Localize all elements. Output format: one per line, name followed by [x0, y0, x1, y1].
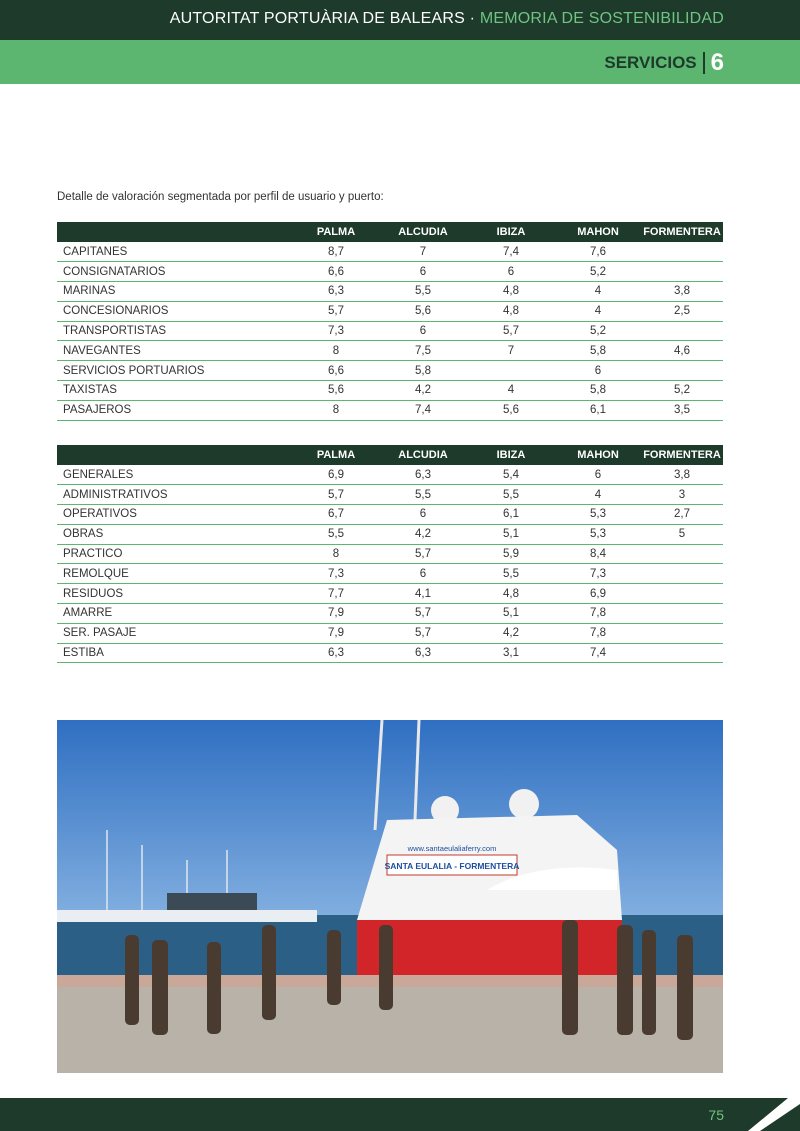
- rating-cell: 3,5: [641, 400, 723, 420]
- rating-cell: 5,5: [293, 524, 379, 544]
- table-row: [57, 524, 723, 544]
- rating-cell: 4: [555, 282, 641, 302]
- rating-cell: 6,3: [293, 643, 379, 663]
- title-separator: ·: [465, 10, 480, 27]
- rating-cell: 8: [293, 544, 379, 564]
- rating-cell: 2,7: [641, 505, 723, 525]
- rating-cell: 5,5: [379, 282, 467, 302]
- row-label: OPERATIVOS: [57, 505, 293, 525]
- document-name: MEMORIA DE SOSTENIBILIDAD: [479, 10, 724, 27]
- section-number: 6: [710, 49, 724, 76]
- header-cell-port: IBIZA: [467, 445, 555, 465]
- header-cell-port: FORMENTERA: [641, 445, 723, 465]
- rating-cell: 5,9: [467, 544, 555, 564]
- rating-cell: 7: [379, 242, 467, 262]
- row-label: SERVICIOS PORTUARIOS: [57, 361, 293, 381]
- rating-cell: 5,8: [555, 341, 641, 361]
- rating-cell: 4: [555, 301, 641, 321]
- section-header-bar: [0, 40, 800, 84]
- table-row: [57, 381, 723, 401]
- row-label: PRACTICO: [57, 544, 293, 564]
- rating-cell: 6: [379, 564, 467, 584]
- header-cell-label: [57, 222, 293, 242]
- table-row: [57, 465, 723, 485]
- page-number: 75: [708, 1107, 724, 1123]
- rating-cell: 5,2: [555, 321, 641, 341]
- row-label: NAVEGANTES: [57, 341, 293, 361]
- row-label: RESIDUOS: [57, 584, 293, 604]
- rating-cell: [641, 564, 723, 584]
- rating-cell: 8: [293, 400, 379, 420]
- rating-cell: 5,7: [293, 301, 379, 321]
- rating-cell: 7,7: [293, 584, 379, 604]
- top-header-bar: [0, 0, 800, 40]
- rating-cell: 6: [379, 505, 467, 525]
- rating-cell: 8,4: [555, 544, 641, 564]
- rating-cell: 6,3: [379, 465, 467, 485]
- row-label: CONCESIONARIOS: [57, 301, 293, 321]
- table-row: [57, 485, 723, 505]
- rating-cell: 6,1: [555, 400, 641, 420]
- rating-cell: [641, 361, 723, 381]
- rating-cell: 4,1: [379, 584, 467, 604]
- rating-cell: 7,9: [293, 604, 379, 624]
- section-heading: [604, 50, 724, 76]
- table-row: [57, 242, 723, 262]
- rating-cell: 4,2: [467, 623, 555, 643]
- ferry-banner-text: SANTA EULALIA - FORMENTERA: [384, 861, 520, 871]
- rating-cell: 3,8: [641, 465, 723, 485]
- rating-cell: 5,6: [467, 400, 555, 420]
- table-row: [57, 400, 723, 420]
- rating-cell: 5,8: [379, 361, 467, 381]
- rating-cell: [467, 361, 555, 381]
- rating-cell: 7,4: [467, 242, 555, 262]
- rating-cell: 7,4: [379, 400, 467, 420]
- row-label: TRANSPORTISTAS: [57, 321, 293, 341]
- rating-cell: 8,7: [293, 242, 379, 262]
- rating-table-service: [57, 445, 723, 663]
- rating-cell: 5,5: [467, 564, 555, 584]
- header-cell-port: PALMA: [293, 222, 379, 242]
- header-cell-port: PALMA: [293, 445, 379, 465]
- rating-cell: 5,1: [467, 524, 555, 544]
- rating-cell: 7,3: [555, 564, 641, 584]
- table-row: [57, 584, 723, 604]
- row-label: CAPITANES: [57, 242, 293, 262]
- row-label: MARINAS: [57, 282, 293, 302]
- row-label: OBRAS: [57, 524, 293, 544]
- ferry-url-text: www.santaeulaliaferry.com: [407, 844, 497, 853]
- rating-cell: 6,6: [293, 361, 379, 381]
- header-cell-port: IBIZA: [467, 222, 555, 242]
- header-cell-port: MAHON: [555, 222, 641, 242]
- rating-cell: [641, 604, 723, 624]
- rating-cell: 8: [293, 341, 379, 361]
- rating-cell: 6: [379, 321, 467, 341]
- rating-cell: [641, 544, 723, 564]
- header-cell-label: [57, 445, 293, 465]
- section-divider: [703, 52, 705, 74]
- rating-cell: 6: [467, 262, 555, 282]
- rating-table-user-profile: [57, 222, 723, 421]
- rating-cell: 4: [467, 381, 555, 401]
- table-row: [57, 321, 723, 341]
- rating-cell: 5,3: [555, 524, 641, 544]
- rating-cell: 5,4: [467, 465, 555, 485]
- row-label: PASAJEROS: [57, 400, 293, 420]
- publication-title: [170, 10, 724, 28]
- row-label: GENERALES: [57, 465, 293, 485]
- rating-cell: 6,9: [555, 584, 641, 604]
- rating-cell: 5,7: [379, 544, 467, 564]
- rating-cell: [641, 321, 723, 341]
- table-row: [57, 643, 723, 663]
- header-cell-port: ALCUDIA: [379, 222, 467, 242]
- rating-cell: 5,1: [467, 604, 555, 624]
- rating-cell: 7,9: [293, 623, 379, 643]
- table-header-row: [57, 445, 723, 465]
- rating-cell: 4,2: [379, 524, 467, 544]
- rating-cell: 5,2: [641, 381, 723, 401]
- rating-cell: 6: [555, 465, 641, 485]
- rating-cell: 4,8: [467, 301, 555, 321]
- rating-cell: 6,7: [293, 505, 379, 525]
- rating-cell: 5,8: [555, 381, 641, 401]
- rating-cell: 4,8: [467, 282, 555, 302]
- rating-cell: 7,8: [555, 604, 641, 624]
- row-label: ESTIBA: [57, 643, 293, 663]
- rating-cell: 6,6: [293, 262, 379, 282]
- rating-cell: 7,6: [555, 242, 641, 262]
- rating-cell: 5,7: [379, 604, 467, 624]
- rating-cell: 3,1: [467, 643, 555, 663]
- rating-cell: [641, 262, 723, 282]
- rating-cell: 4,6: [641, 341, 723, 361]
- rating-cell: 4,2: [379, 381, 467, 401]
- row-label: AMARRE: [57, 604, 293, 624]
- rating-cell: 6: [555, 361, 641, 381]
- rating-cell: 5,2: [555, 262, 641, 282]
- table-row: [57, 623, 723, 643]
- intro-text: Detalle de valoración segmentada por perfil de usuario y puerto:: [57, 191, 384, 203]
- rating-cell: 6,3: [293, 282, 379, 302]
- section-label: SERVICIOS: [604, 53, 697, 72]
- rating-cell: [641, 242, 723, 262]
- table-row: [57, 301, 723, 321]
- header-cell-port: ALCUDIA: [379, 445, 467, 465]
- table-row: [57, 282, 723, 302]
- rating-cell: 5,5: [379, 485, 467, 505]
- rating-cell: 7,8: [555, 623, 641, 643]
- header-cell-port: MAHON: [555, 445, 641, 465]
- rating-cell: 7: [467, 341, 555, 361]
- rating-cell: 4,8: [467, 584, 555, 604]
- rating-cell: 5,6: [293, 381, 379, 401]
- moored-boats: [57, 910, 317, 922]
- table-row: [57, 604, 723, 624]
- ferry-passengers-photo: [57, 720, 723, 1073]
- rating-cell: 7,4: [555, 643, 641, 663]
- rating-cell: 6,3: [379, 643, 467, 663]
- row-label: TAXISTAS: [57, 381, 293, 401]
- rating-cell: 7,3: [293, 564, 379, 584]
- table-row: [57, 341, 723, 361]
- row-label: CONSIGNATARIOS: [57, 262, 293, 282]
- table-row: [57, 361, 723, 381]
- rating-cell: 6,1: [467, 505, 555, 525]
- footer-bar: [0, 1098, 800, 1131]
- rating-cell: 3,8: [641, 282, 723, 302]
- table-row: [57, 544, 723, 564]
- rating-cell: 5,7: [467, 321, 555, 341]
- rating-cell: 6: [379, 262, 467, 282]
- organization-name: AUTORITAT PORTUÀRIA DE BALEARS: [169, 10, 466, 27]
- rating-cell: 5,3: [555, 505, 641, 525]
- rating-cell: 5: [641, 524, 723, 544]
- table-row: [57, 505, 723, 525]
- header-cell-port: FORMENTERA: [641, 222, 723, 242]
- rating-cell: 5,6: [379, 301, 467, 321]
- table-header-row: [57, 222, 723, 242]
- table-row: [57, 262, 723, 282]
- rating-cell: 7,3: [293, 321, 379, 341]
- rating-cell: 7,5: [379, 341, 467, 361]
- row-label: REMOLQUE: [57, 564, 293, 584]
- rating-cell: 4: [555, 485, 641, 505]
- row-label: SER. PASAJE: [57, 623, 293, 643]
- rating-cell: 3: [641, 485, 723, 505]
- rating-cell: 5,5: [467, 485, 555, 505]
- rating-cell: [641, 584, 723, 604]
- rating-cell: 2,5: [641, 301, 723, 321]
- rating-cell: [641, 643, 723, 663]
- table-row: [57, 564, 723, 584]
- rating-cell: 5,7: [293, 485, 379, 505]
- photo-illustration: [57, 720, 723, 1073]
- footer-decoration: [740, 1098, 800, 1131]
- rating-cell: [641, 623, 723, 643]
- rating-cell: 6,9: [293, 465, 379, 485]
- row-label: ADMINISTRATIVOS: [57, 485, 293, 505]
- rating-cell: 5,7: [379, 623, 467, 643]
